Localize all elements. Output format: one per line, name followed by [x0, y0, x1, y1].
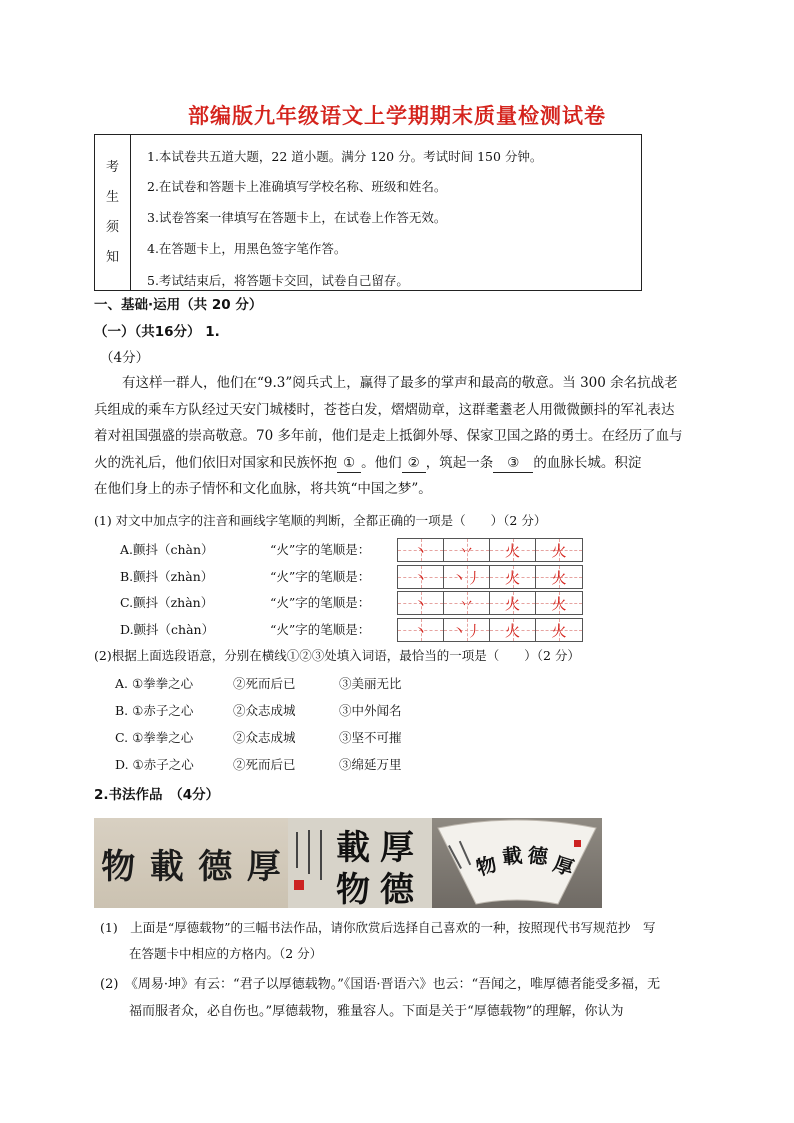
inscription-mark [320, 830, 322, 880]
option-label: B.颤抖（zhàn） [120, 569, 214, 584]
notice-rule: 1.本试卷共五道大题，22 道小题。满分 120 分。考试时间 150 分钟。 [147, 149, 543, 164]
stroke-cell: 丶 [398, 592, 444, 614]
calligraphy-char: 物 [473, 851, 500, 881]
calligraphy-char: 物 [336, 870, 370, 910]
passage-line: 在他们身上的赤子情怀和文化血脉，将共筑“中国之梦”。 [94, 481, 432, 497]
stroke-cell: 丶丿 [444, 566, 490, 588]
option-word: ②死而后已 [233, 757, 296, 772]
option-word: C. ①拳拳之心 [115, 730, 194, 745]
sub-question: (1) 上面是“厚德载物”的三幅书法作品，请你欣赏后选择自己喜欢的一种，按照现代书写规范抄 写 [100, 920, 656, 935]
option-word: A. ①拳拳之心 [115, 676, 194, 691]
calligraphy-char: 厚 [246, 846, 281, 887]
notice-rule: 4.在答题卡上，用黑色签字笔作答。 [147, 241, 347, 256]
calligraphy-work-3 [432, 818, 602, 908]
section-heading: 一、基础·运用（共 20 分） [94, 297, 263, 313]
calligraphy-work-1 [94, 818, 288, 908]
blank-1: ① [337, 454, 361, 473]
option-word: ②众志成城 [233, 703, 296, 718]
stroke-cell: 火 [490, 592, 536, 614]
stroke-cell: 火 [536, 619, 582, 641]
stroke-cell: 丶丿 [444, 619, 490, 641]
stroke-order-grid [397, 618, 583, 642]
reading-passage [94, 370, 704, 503]
option-hint: “火”字的笔顺是： [270, 569, 371, 584]
passage-line: ，筑起一条 [425, 454, 494, 471]
option-word: ②死而后已 [233, 676, 296, 691]
passage-line: 。他们 [361, 454, 402, 471]
notice-rule: 2.在试卷和答题卡上准确填写学校名称、班级和姓名。 [147, 179, 447, 194]
question-heading: 2.书法作品 （4分） [94, 787, 220, 803]
option-label: A.颤抖（chàn） [120, 542, 214, 557]
inscription-mark [296, 832, 298, 868]
question-stem: (2)根据上面选段语意，分别在横线①②③处填入词语，最恰当的一项是（ ）（2 分） [94, 648, 580, 663]
option-word: B. ①赤子之心 [115, 703, 194, 718]
option-label: D.颤抖（chàn） [120, 622, 215, 637]
notice-side-char: 生 [105, 189, 119, 205]
passage-line: 着对祖国强盛的崇高敬意。70 多年前，他们是走上抵御外辱、保家卫国之路的勇士。在经历了血与 [94, 428, 683, 444]
passage-line: 的血脉长城。积淀 [533, 454, 642, 471]
stroke-cell: 丷 [444, 592, 490, 614]
stroke-order-grid [397, 538, 583, 562]
stroke-cell: 丶 [398, 539, 444, 561]
stroke-cell: 火 [536, 592, 582, 614]
exam-notice-box [94, 134, 642, 291]
notice-rule: 5.考试结束后，将答题卡交回，试卷自己留存。 [147, 273, 409, 288]
calligraphy-work-2 [288, 818, 432, 908]
option-hint: “火”字的笔顺是： [270, 542, 371, 557]
seal-icon [294, 880, 304, 890]
seal-icon [574, 840, 581, 847]
option-label: C.颤抖（zhàn） [120, 595, 214, 610]
stroke-cell: 火 [490, 566, 536, 588]
calligraphy-char: 載 [336, 828, 370, 868]
stroke-cell: 丷 [444, 539, 490, 561]
option-hint: “火”字的笔顺是： [270, 595, 371, 610]
calligraphy-char: 德 [198, 846, 233, 887]
points-label: （4分） [100, 350, 150, 366]
option-word: ③坚不可摧 [339, 730, 402, 745]
notice-side-char: 考 [105, 159, 119, 175]
calligraphy-char: 德 [526, 843, 550, 869]
sub-question: 福而服者众，必自伤也。”厚德载物，雅量容人。下面是关于“厚德载物”的理解，你认为 [129, 1004, 624, 1019]
question-stem: (1) 对文中加点字的注音和画线字笔顺的判断，全都正确的一项是（ ）（2 分） [94, 513, 547, 528]
sub-question: 在答题卡中相应的方格内。（2 分） [129, 946, 323, 961]
calligraphy-char: 載 [149, 846, 184, 887]
stroke-cell: 丶 [398, 566, 444, 588]
notice-side-char: 知 [105, 249, 119, 265]
option-hint: “火”字的笔顺是： [270, 622, 371, 637]
notice-rule: 3.试卷答案一律填写在答题卡上，在试卷上作答无效。 [147, 210, 447, 225]
page-title: 部编版九年级语文上学期期末质量检测试卷 [188, 104, 606, 128]
stroke-order-grid [397, 565, 583, 589]
calligraphy-char: 載 [500, 843, 524, 869]
passage-line: 兵组成的乘车方队经过天安门城楼时，苍苍白发，熠熠勋章，这群耄耋老人用微微颤抖的军礼表达 [94, 401, 675, 418]
blank-2: ② [402, 454, 426, 473]
notice-side-label [95, 135, 131, 290]
calligraphy-char: 德 [380, 870, 414, 910]
stroke-order-grid [397, 591, 583, 615]
option-word: ③中外闻名 [339, 703, 402, 718]
stroke-cell: 丶 [398, 619, 444, 641]
passage-line: 火的洗礼后，他们依旧对国家和民族怀抱 [94, 454, 337, 471]
option-word: ②众志成城 [233, 730, 296, 745]
calligraphy-char: 厚 [380, 828, 414, 868]
option-word: ③绵延万里 [339, 757, 402, 772]
stroke-cell: 火 [536, 539, 582, 561]
passage-line: 有这样一群人，他们在“9.3”阅兵式上，赢得了最多的掌声和最高的敬意。当 300 余名抗战老 [122, 375, 678, 391]
part-heading: （一）（共16分） 1. [94, 324, 220, 340]
option-word: D. ①赤子之心 [115, 757, 194, 772]
calligraphy-char: 物 [101, 846, 136, 887]
sub-question: (2) 《周易·坤》有云：“君子以厚德载物。”《国语·晋语六》也云：“吾闻之，唯厚德者能受多福，无 [100, 977, 661, 992]
option-word: ③美丽无比 [339, 676, 402, 691]
blank-3: ③ [493, 454, 533, 473]
stroke-cell: 火 [490, 539, 536, 561]
inscription-mark [308, 830, 310, 874]
calligraphy-char: 厚 [550, 851, 577, 881]
stroke-cell: 火 [536, 566, 582, 588]
notice-side-char: 须 [105, 219, 119, 235]
stroke-cell: 火 [490, 619, 536, 641]
